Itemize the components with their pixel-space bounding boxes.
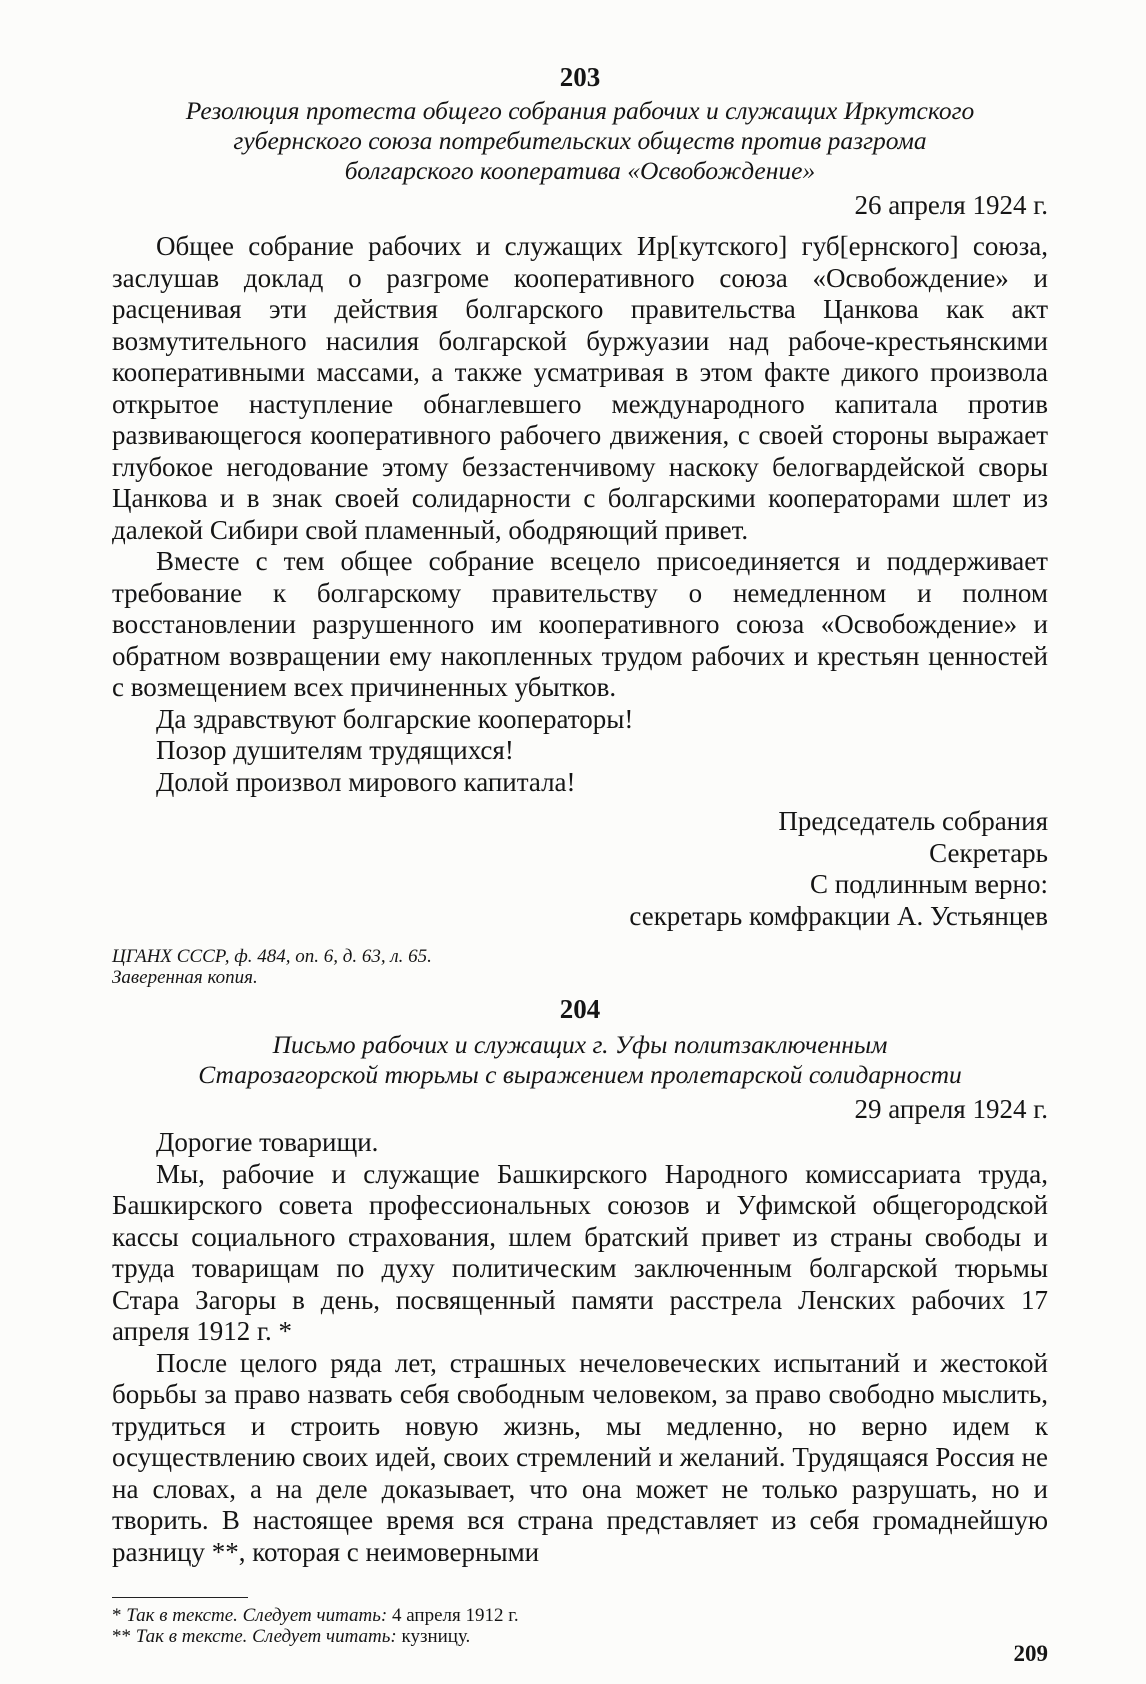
footnote-label: Так в тексте. Следует читать: [126, 1605, 388, 1626]
paragraph: Мы, рабочие и служащие Башкирского Народного комиссариата труда, Башкирского совета профессиональных союзов и Уфимской общегородской кассы социального страхования, шлем братский привет из страны свободы и труда товарищам по духу политическим заключенным болгарской тюрьмы Стара Загоры в день, посвященный памяти расстрела Ленских рабочих 17 апреля 1912 г. * [112, 1158, 1048, 1346]
footnote [112, 1626, 1012, 1647]
slogan: Долой произвол мирового капитала! [156, 766, 576, 797]
slogan: Да здравствуют болгарские кооператоры! [156, 703, 634, 734]
signature-line: Секретарь [929, 837, 1048, 868]
signature-line: Председатель собрания [778, 806, 1048, 836]
footnotes [112, 1605, 1012, 1647]
archive-source [112, 946, 1048, 988]
document-number-204: 204 [559, 994, 601, 1024]
source-reference: ЦГАНХ СССР, ф. 484, оп. 6, д. 63, л. 65. [112, 946, 432, 967]
footnote [112, 1605, 1012, 1626]
slogan: Позор душителям трудящихся! [156, 735, 514, 765]
paragraph: Общее собрание рабочих и служащих Ир[кутского] губ[ернского] союза, заслушав доклад о разгроме кооперативного союза «Освобождение» и расценивая эти действия болгарского правительства Цанкова как акт возмутительного насилия болгарской буржуазии над рабоче-крестьянскими кооперативными массами, а также усматривая в этом факте дикого произвола открытое наступление обнаглевшего международного капитала против развивающегося кооперативного рабочего движения, с своей стороны выражает глубокое негодование этому беззастенчивому наскоку белогвардейской своры Цанкова и в знак своей солидарности с болгарскими кооператорами шлет из далекой Сибири свой пламенный, ободряющий привет. [112, 231, 1048, 545]
salutation: Дорогие товарищи. [156, 1127, 379, 1157]
document-heading-204 [112, 1030, 1048, 1090]
heading-line: Резолюция протеста общего собрания рабочих и служащих Иркутского [185, 96, 975, 125]
page-content [112, 62, 1048, 1568]
page-number: 209 [1013, 1641, 1048, 1666]
footnote-text: кузницу. [401, 1626, 471, 1647]
heading-line: болгарского кооператива «Освобождение» [344, 156, 816, 185]
footnote-mark: ** [112, 1626, 131, 1647]
footnote-label: Так в тексте. Следует читать: [135, 1626, 397, 1647]
paragraph: Вместе с тем общее собрание всецело присоединяется и поддерживает требование к болгарскому правительству о немедленном и полном восстановлении разрушенного им кооперативного союза «Освобождение» и обратном возвращении ему накопленных трудом рабочих и крестьян ценностей с возмещением всех причиненных убытков. [112, 546, 1048, 702]
document-number-203: 203 [559, 62, 601, 92]
document-date-204: 29 апреля 1924 г. [854, 1094, 1048, 1124]
document-heading-203 [112, 96, 1048, 186]
signature-line: С подлинным верно: [810, 869, 1048, 899]
document-date-203: 26 апреля 1924 г. [854, 190, 1048, 220]
signature-line: секретарь комфракции А. Устьянцев [629, 900, 1048, 931]
heading-line: Старозагорской тюрьмы с выражением пролетарской солидарности [198, 1060, 962, 1089]
footnote-text: 4 апреля 1912 г. [391, 1605, 519, 1626]
signature-block [112, 806, 1048, 932]
heading-line: губернского союза потребительских обществ против разгрома [233, 126, 927, 155]
paragraph: После целого ряда лет, страшных нечеловеческих испытаний и жестокой борьбы за право назвать себя свободным человеком, за право свободно мыслить, трудиться и строить новую жизнь, мы медленно, но верно идем к осуществлению своих идей, своих стремлений и желаний. Трудящаяся Россия не на словах, а на деле доказывает, что она может не только разрушать, но и творить. В настоящее время вся страна представляет из себя громаднейшую разницу **, которая с неимоверными [112, 1347, 1048, 1567]
source-note: Заверенная копия. [112, 967, 258, 988]
heading-line: Письмо рабочих и служащих г. Уфы политзаключенным [272, 1030, 888, 1059]
footnote-mark: * [112, 1605, 122, 1626]
footnote-divider [112, 1597, 248, 1598]
